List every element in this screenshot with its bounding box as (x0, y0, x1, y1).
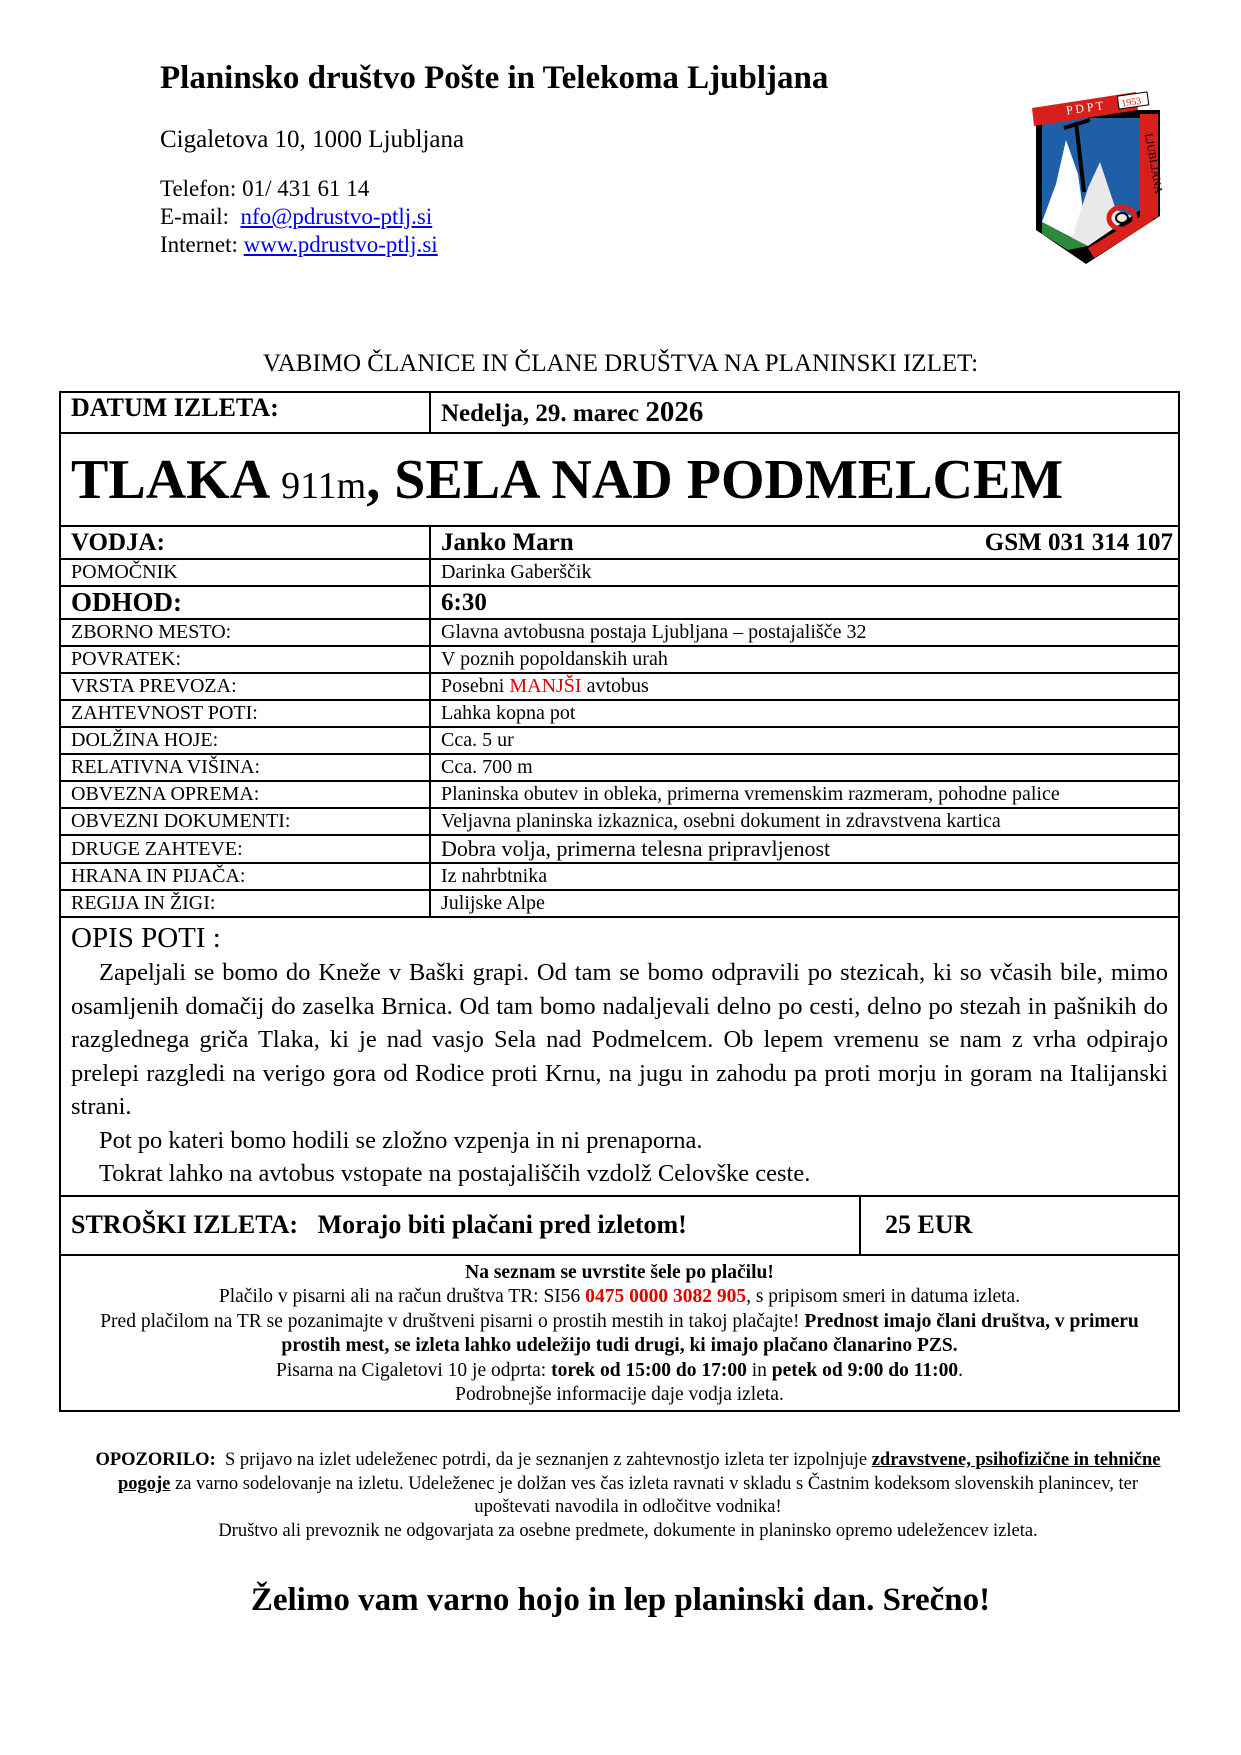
payment-text: . (958, 1359, 963, 1381)
payment-line-1: Na seznam se uvrstite šele po plačilu! (465, 1261, 774, 1283)
detail-label: VRSTA PREVOZA: (60, 673, 430, 700)
detail-value (430, 673, 1179, 700)
assistant-label: POMOČNIK (60, 559, 430, 586)
warning-text: S prijavo na izlet udeleženec potrdi, da je seznanjen z zahtevnostjo izleta ter izpolnjuje (224, 1450, 868, 1470)
detail-value: V poznih popoldanskih urah (430, 646, 1179, 673)
row-leader (60, 526, 1179, 559)
date-label: DATUM IZLETA: (60, 392, 430, 433)
website-line (160, 232, 438, 258)
trip-title-altitude: 911m (281, 464, 367, 507)
detail-label: OBVEZNA OPREMA: (60, 781, 430, 808)
payment-line-2 (71, 1285, 1168, 1310)
date-text: Nedelja, 29. marec (441, 400, 640, 427)
description-heading: OPIS POTI : (71, 922, 221, 954)
payment-text: Pisarna na Cigaletovi 10 je odprta: (276, 1359, 547, 1381)
organization-name: Planinsko društvo Pošte in Telekoma Ljubljana (160, 60, 829, 96)
detail-label: OBVEZNI DOKUMENTI: (60, 808, 430, 835)
row-documents (60, 808, 1179, 835)
logo-side-text: LJUBLJANA (1142, 132, 1165, 195)
detail-label: REGIJA IN ŽIGI: (60, 890, 430, 917)
office-hours-2: petek od 9:00 do 11:00 (771, 1359, 959, 1381)
leader-gsm: GSM 031 314 107 (984, 528, 1173, 556)
payment-line-5: Podrobnejše informacije daje vodja izleta. (455, 1384, 784, 1405)
office-hours-1: torek od 15:00 do 17:00 (551, 1359, 747, 1381)
farewell-message: Želimo vam varno hojo in lep planinski dan. Srečno! (250, 1582, 991, 1618)
phone-line (160, 176, 369, 202)
website-link[interactable]: www.pdrustvo-ptlj.si (243, 232, 438, 257)
departure-value: 6:30 (430, 586, 1179, 619)
row-payment (60, 1255, 1179, 1411)
detail-value: Dobra volja, primerna telesna pripravljenost (430, 835, 1179, 863)
description-cell (60, 917, 1179, 1196)
email-line (160, 204, 432, 230)
warning-conditions: zdravstvene, psihofizične in tehnične pogoje (117, 1450, 1161, 1494)
payment-priority: Prednost imajo člani društva, v primeru prostih mest, se izleta lahko udeležijo tudi drugi, ki imajo plačano članarino PZS. (281, 1310, 1139, 1356)
payment-line-4 (71, 1359, 1168, 1384)
row-departure (60, 586, 1179, 619)
row-other-requirements (60, 835, 1179, 863)
detail-label: RELATIVNA VIŠINA: (60, 754, 430, 781)
description-paragraph: Tokrat lahko na avtobus vstopate na postajališčih vzdolž Celovške ceste. (99, 1160, 811, 1187)
row-region (60, 890, 1179, 917)
row-title (60, 433, 1179, 526)
row-date (60, 392, 1179, 433)
organization-address: Cigaletova 10, 1000 Ljubljana (160, 126, 465, 153)
email-label: E-mail: (160, 204, 229, 229)
detail-label: HRANA IN PIJAČA: (60, 863, 430, 890)
payment-text: Pred plačilom na TR se pozanimajte v društveni pisarni o prostih mestih in takoj plačajte! (100, 1310, 800, 1332)
detail-value: Cca. 700 m (430, 754, 1179, 781)
description-paragraph: Pot po kateri bomo hodili se zložno vzpenja in ni prenaporna. (99, 1126, 703, 1154)
cost-note: Morajo biti plačani pred izletom! (317, 1210, 687, 1239)
leader-name: Janko Marn (441, 528, 574, 556)
detail-label: POVRATEK: (60, 646, 430, 673)
bank-account: 0475 0000 3082 905 (585, 1286, 747, 1307)
leader-value (430, 526, 1179, 559)
row-cost (60, 1196, 1179, 1255)
assistant-value: Darinka Gaberščik (430, 559, 1179, 586)
cost-label: STROŠKI IZLETA: (71, 1210, 299, 1239)
club-logo-icon (1028, 88, 1168, 270)
row-description (60, 917, 1179, 1196)
leader-label: VODJA: (60, 526, 430, 559)
detail-value: Lahka kopna pot (430, 700, 1179, 727)
warning-text: za varno sodelovanje na izletu. Udeleženec je dolžan ves čas izleta ravnati v skladu s Častnim kodeksom slovenskih planincev, ter upoštevati navodila in odločitve vodnika! (174, 1473, 1139, 1517)
detail-value: Planinska obutev in obleka, primerna vremenskim razmeram, pohodne palice (430, 781, 1179, 808)
row-elevation (60, 754, 1179, 781)
email-link[interactable]: nfo@pdrustvo-ptlj.si (240, 204, 433, 229)
warning-label: OPOZORILO: (95, 1450, 216, 1470)
trip-title-main: TLAKA (71, 448, 268, 511)
row-return (60, 646, 1179, 673)
transport-pre: Posebni (441, 675, 505, 697)
date-value (430, 392, 1179, 433)
row-walk-length (60, 727, 1179, 754)
detail-value: Cca. 5 ur (430, 727, 1179, 754)
trip-info-table (59, 391, 1180, 1412)
transport-post: avtobus (586, 675, 649, 697)
detail-label: DRUGE ZAHTEVE: (60, 835, 430, 863)
warning-notice (80, 1449, 1176, 1543)
payment-text: , s pripisom smeri in datuma izleta. (746, 1286, 1021, 1307)
cost-cell (60, 1196, 860, 1255)
detail-label: DOLŽINA HOJE: (60, 727, 430, 754)
row-equipment (60, 781, 1179, 808)
trip-title (60, 433, 1179, 526)
detail-label: ZAHTEVNOST POTI: (60, 700, 430, 727)
row-difficulty (60, 700, 1179, 727)
row-transport (60, 673, 1179, 700)
transport-highlight: MANJŠI (509, 675, 582, 697)
warning-disclaimer: Društvo ali prevoznik ne odgovarjata za osebne predmete, dokumente in planinsko opremo udeležencev izleta. (218, 1520, 1038, 1541)
row-meeting-point (60, 619, 1179, 646)
date-year: 2026 (645, 396, 704, 428)
cost-value: 25 EUR (860, 1196, 1179, 1255)
invitation-text: VABIMO ČLANICE IN ČLANE DRUŠTVA NA PLANINSKI IZLET: (262, 350, 979, 377)
description-paragraph: Zapeljali se bomo do Kneže v Baški grapi. Od tam se bomo odpravili po stezicah, ki so včasih bile, mimo osamljenih domačij do zaselka Brnica. Od tam bomo nadaljevali delno po cesti, delno po stezah in pašnikih do razglednega griča Tlaka, ki je nad vasjo Sela nad Podmelcem. Ob lepem vremenu se nam z vrha odpirajo prelepi razgledi na verigo gora od Rodice proti Krnu, na jugu in zahodu pa proti morju in goram na Italijanski strani. (71, 959, 1168, 1120)
detail-value: Iz nahrbtnika (430, 863, 1179, 890)
detail-value: Glavna avtobusna postaja Ljubljana – postajališče 32 (430, 619, 1179, 646)
logo-year-text: 1953 (1120, 95, 1143, 110)
payment-info (60, 1255, 1179, 1411)
logo-banner-text: P D P T (1065, 98, 1105, 118)
payment-line-3 (71, 1310, 1168, 1359)
row-assistant (60, 559, 1179, 586)
detail-value: Julijske Alpe (430, 890, 1179, 917)
phone-number: 01/ 431 61 14 (242, 176, 370, 201)
detail-value: Veljavna planinska izkaznica, osebni dokument in zdravstvena kartica (430, 808, 1179, 835)
trip-title-rest: , SELA NAD PODMELCEM (366, 448, 1064, 511)
warning-paragraph (80, 1449, 1176, 1520)
row-food (60, 863, 1179, 890)
website-label: Internet: (160, 232, 238, 257)
phone-label: Telefon: (160, 176, 237, 201)
departure-label: ODHOD: (60, 586, 430, 619)
payment-text: Plačilo v pisarni ali na račun društva TR: SI56 (218, 1286, 581, 1307)
detail-label: ZBORNO MESTO: (60, 619, 430, 646)
payment-text: in (751, 1359, 767, 1381)
